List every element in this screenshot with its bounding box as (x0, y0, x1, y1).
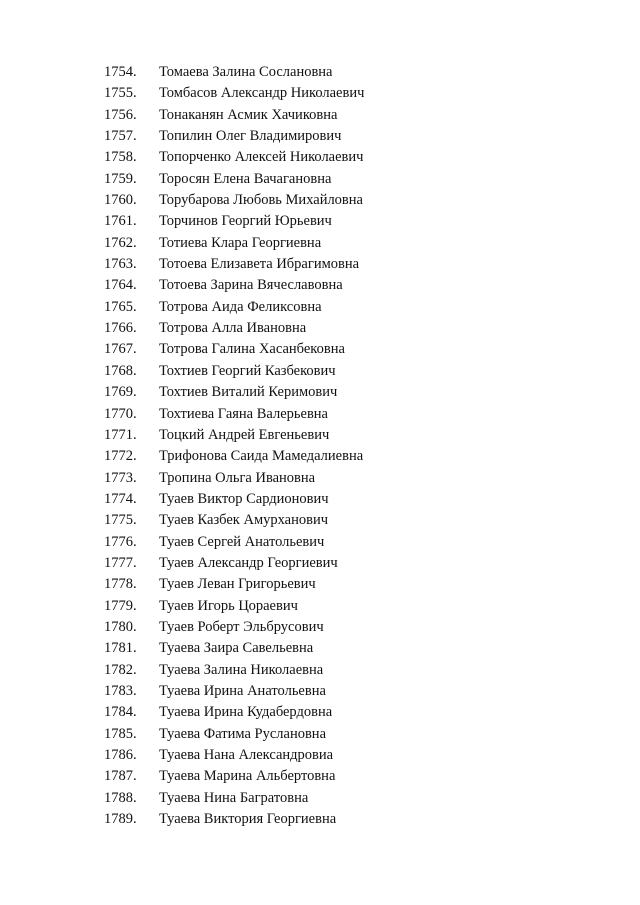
entry-number: 1766. (104, 320, 137, 337)
entry-number: 1754. (104, 64, 137, 80)
entry-name: Тотоева Зарина Вячеславовна (159, 277, 343, 294)
list-item (104, 171, 364, 192)
list-item (104, 192, 364, 213)
entry-name: Томаева Залина Сослановна (159, 64, 333, 80)
list-item (104, 235, 364, 256)
list-item (104, 427, 364, 448)
list-item (104, 85, 364, 106)
list-item (104, 512, 364, 533)
list-item (104, 555, 364, 576)
list-item (104, 406, 364, 427)
entry-name: Тропина Ольга Ивановна (159, 469, 316, 486)
entry-number: 1782. (104, 661, 137, 678)
list-item (104, 704, 364, 725)
entry-name: Тохтиева Гаяна Валерьевна (159, 405, 328, 422)
list-item (104, 213, 364, 234)
entry-name: Туаева Нана Александровиа (159, 747, 334, 763)
entry-name: Тонаканян Асмик Хачиковна (159, 106, 338, 123)
list-item (104, 341, 364, 362)
entry-number: 1784. (104, 704, 137, 721)
list-item (104, 662, 364, 683)
entry-number: 1778. (104, 576, 137, 593)
list-item (104, 384, 364, 405)
entry-number: 1787. (104, 768, 137, 785)
entry-number: 1776. (104, 533, 137, 550)
list-item (104, 598, 364, 619)
entry-number: 1768. (104, 362, 137, 379)
list-item (104, 726, 364, 747)
entry-number: 1789. (104, 811, 137, 828)
entry-number: 1770. (104, 405, 137, 422)
entry-name: Торосян Елена Вачагановна (159, 170, 332, 187)
entry-name: Туаев Игорь Цораевич (159, 597, 298, 614)
entry-name: Торчинов Георгий Юрьевич (159, 213, 332, 230)
entry-name: Тотрова Алла Ивановна (159, 320, 307, 337)
entry-number: 1760. (104, 192, 137, 209)
entry-number: 1781. (104, 640, 137, 657)
entry-number: 1758. (104, 149, 137, 166)
entry-name: Туаева Ирина Кудабердовна (159, 704, 333, 721)
entry-number: 1775. (104, 512, 137, 529)
entry-number: 1767. (104, 341, 137, 358)
entry-number: 1773. (104, 469, 137, 486)
name-list (104, 64, 364, 832)
list-item (104, 107, 364, 128)
entry-name: Тотрова Аида Феликсовна (159, 298, 322, 315)
list-item (104, 683, 364, 704)
entry-number: 1779. (104, 597, 137, 614)
entry-name: Тоцкий Андрей Евгеньевич (159, 426, 330, 443)
entry-name: Туаева Нина Багратовна (159, 789, 309, 806)
entry-number: 1764. (104, 277, 137, 294)
entry-name: Туаев Леван Григорьевич (159, 576, 316, 593)
entry-number: 1769. (104, 384, 137, 401)
entry-name: Томбасов Александр Николаевич (159, 85, 365, 102)
entry-name: Тохтиев Георгий Казбекович (159, 362, 336, 379)
entry-name: Туаев Александр Георгиевич (159, 554, 338, 571)
entry-name: Туаев Виктор Сардионович (159, 490, 329, 507)
list-item (104, 811, 364, 832)
entry-number: 1785. (104, 725, 137, 742)
entry-name: Туаева Фатима Руслановна (159, 725, 327, 742)
entry-number: 1788. (104, 789, 137, 806)
entry-number: 1763. (104, 256, 137, 273)
entry-number: 1771. (104, 426, 137, 443)
entry-name: Туаев Казбек Амурханович (159, 512, 329, 529)
list-item (104, 64, 364, 85)
entry-name: Туаева Ирина Анатольевна (159, 682, 326, 699)
entry-name: Трифонова Саида Мамедалиевна (159, 448, 364, 465)
list-item (104, 128, 364, 149)
list-item (104, 768, 364, 789)
entry-name: Туаева Виктория Георгиевна (159, 811, 337, 828)
entry-number: 1757. (104, 128, 137, 145)
entry-name: Туаева Залина Николаевна (159, 661, 324, 678)
list-item (104, 491, 364, 512)
list-item (104, 619, 364, 640)
entry-name: Туаев Сергей Анатольевич (159, 533, 325, 550)
entry-number: 1755. (104, 85, 137, 102)
list-item (104, 320, 364, 341)
entry-number: 1762. (104, 234, 137, 251)
entry-name: Топилин Олег Владимирович (159, 128, 342, 145)
list-item (104, 470, 364, 491)
list-item (104, 534, 364, 555)
entry-number: 1780. (104, 618, 137, 635)
list-item (104, 299, 364, 320)
entry-number: 1783. (104, 682, 137, 699)
list-item (104, 256, 364, 277)
list-item (104, 277, 364, 298)
entry-name: Туаева Марина Альбертовна (159, 768, 336, 785)
entry-name: Тотиева Клара Георгиевна (159, 234, 322, 251)
list-item (104, 149, 364, 170)
entry-number: 1786. (104, 747, 137, 763)
entry-number: 1759. (104, 170, 137, 187)
entry-number: 1761. (104, 213, 137, 230)
list-item (104, 640, 364, 661)
entry-name: Туаева Заира Савельевна (159, 640, 314, 657)
list-item (104, 363, 364, 384)
entry-number: 1774. (104, 490, 137, 507)
list-item (104, 747, 364, 768)
entry-name: Тохтиев Виталий Керимович (159, 384, 338, 401)
list-item (104, 790, 364, 811)
entry-number: 1765. (104, 298, 137, 315)
entry-name: Торубарова Любовь Михайловна (159, 192, 363, 209)
entry-number: 1756. (104, 106, 137, 123)
list-item (104, 448, 364, 469)
entry-number: 1772. (104, 448, 137, 465)
entry-name: Тотрова Галина Хасанбековна (159, 341, 345, 358)
list-item (104, 576, 364, 597)
entry-name: Тотоева Елизавета Ибрагимовна (159, 256, 360, 273)
entry-name: Топорченко Алексей Николаевич (159, 149, 364, 166)
entry-name: Туаев Роберт Эльбрусович (159, 618, 324, 635)
entry-number: 1777. (104, 554, 137, 571)
